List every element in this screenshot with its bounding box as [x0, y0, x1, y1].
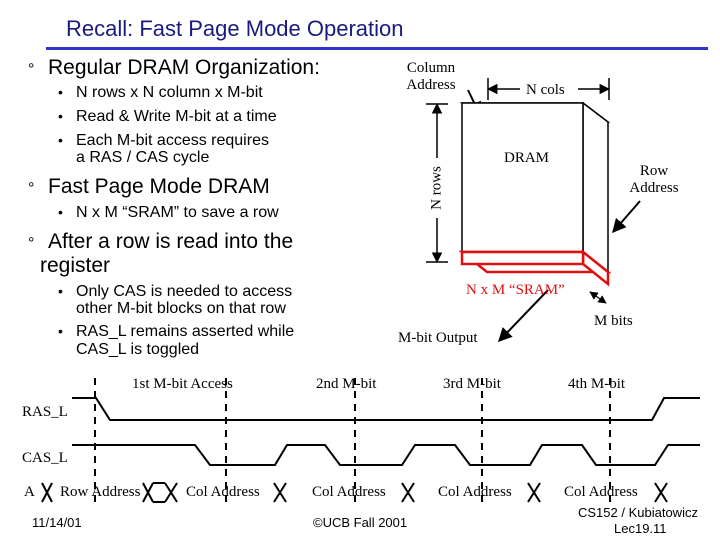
col-address-bus-label: Col Address — [564, 484, 638, 500]
access-label-4: 4th M-bit — [568, 376, 626, 392]
row-address-label: Row Address — [629, 163, 679, 196]
degree-bullet-icon: ° — [28, 61, 35, 78]
slide-title: Recall: Fast Page Mode Operation — [66, 16, 404, 41]
sub-bullet-text: Each M-bit access requires — [76, 132, 269, 149]
cas-waveform — [72, 445, 700, 465]
footer-lecture: Lec19.11 — [614, 521, 667, 536]
address-label: A — [24, 484, 35, 500]
n-cols-label: N cols — [526, 82, 565, 98]
sub-bullet-text: RAS_L remains asserted while — [76, 323, 295, 340]
dram-box-front — [462, 103, 583, 252]
dram-box-side — [583, 103, 608, 272]
dot-bullet-icon: • — [58, 108, 63, 124]
bullet-text: Regular DRAM Organization: — [48, 56, 320, 79]
dot-bullet-icon: • — [58, 283, 63, 299]
bullet-text: Fast Page Mode DRAM — [48, 175, 270, 198]
bullet-continuation: register — [40, 254, 111, 277]
degree-bullet-icon: ° — [28, 180, 35, 197]
mbit-output-label: M-bit Output — [398, 330, 478, 346]
column-address-label: Column Address — [406, 60, 456, 93]
access-label-3: 3rd M-bit — [443, 376, 501, 392]
n-rows-label: N rows — [428, 166, 445, 210]
m-bits-dimension-line — [590, 292, 606, 303]
footer-date: 11/14/01 — [32, 515, 82, 530]
col-address-bus-label: Col Address — [312, 484, 386, 500]
access-label-1: 1st M-bit Access — [132, 376, 233, 392]
degree-bullet-icon: ° — [28, 235, 35, 252]
footer-course: CS152 / Kubiatowicz — [578, 505, 698, 520]
sub-bullet-text: Read & Write M-bit at a time — [76, 108, 277, 125]
dot-bullet-icon: • — [58, 84, 63, 100]
row-address-bus-label: Row Address — [60, 484, 141, 500]
sram-row-front — [462, 252, 583, 264]
access-label-2: 2nd M-bit — [316, 376, 377, 392]
sub-bullet-text: N rows x N column x M-bit — [76, 84, 263, 101]
m-bits-label: M bits — [594, 313, 633, 329]
bullet-text: After a row is read into the — [48, 230, 294, 253]
ras-waveform — [72, 398, 700, 420]
sub-bullet-text: N x M “SRAM” to save a row — [76, 204, 279, 221]
dot-bullet-icon: • — [58, 204, 63, 220]
sub-bullet-continuation: a RAS / CAS cycle — [76, 149, 210, 166]
sub-bullet-continuation: CAS_L is toggled — [76, 341, 200, 358]
cas-label: CAS_L — [22, 450, 68, 466]
sram-label: N x M “SRAM” — [466, 282, 565, 298]
col-address-bus-label: Col Address — [186, 484, 260, 500]
sub-bullet-continuation: other M-bit blocks on that row — [76, 300, 286, 317]
dram-label: DRAM — [504, 150, 550, 166]
ras-label: RAS_L — [22, 404, 68, 420]
row-address-arrow — [613, 201, 640, 232]
dot-bullet-icon: • — [58, 323, 63, 339]
col-address-bus-label: Col Address — [438, 484, 512, 500]
dot-bullet-icon: • — [58, 132, 63, 148]
sub-bullet-text: Only CAS is needed to access — [76, 283, 293, 300]
footer-copyright: ©UCB Fall 2001 — [313, 515, 408, 530]
